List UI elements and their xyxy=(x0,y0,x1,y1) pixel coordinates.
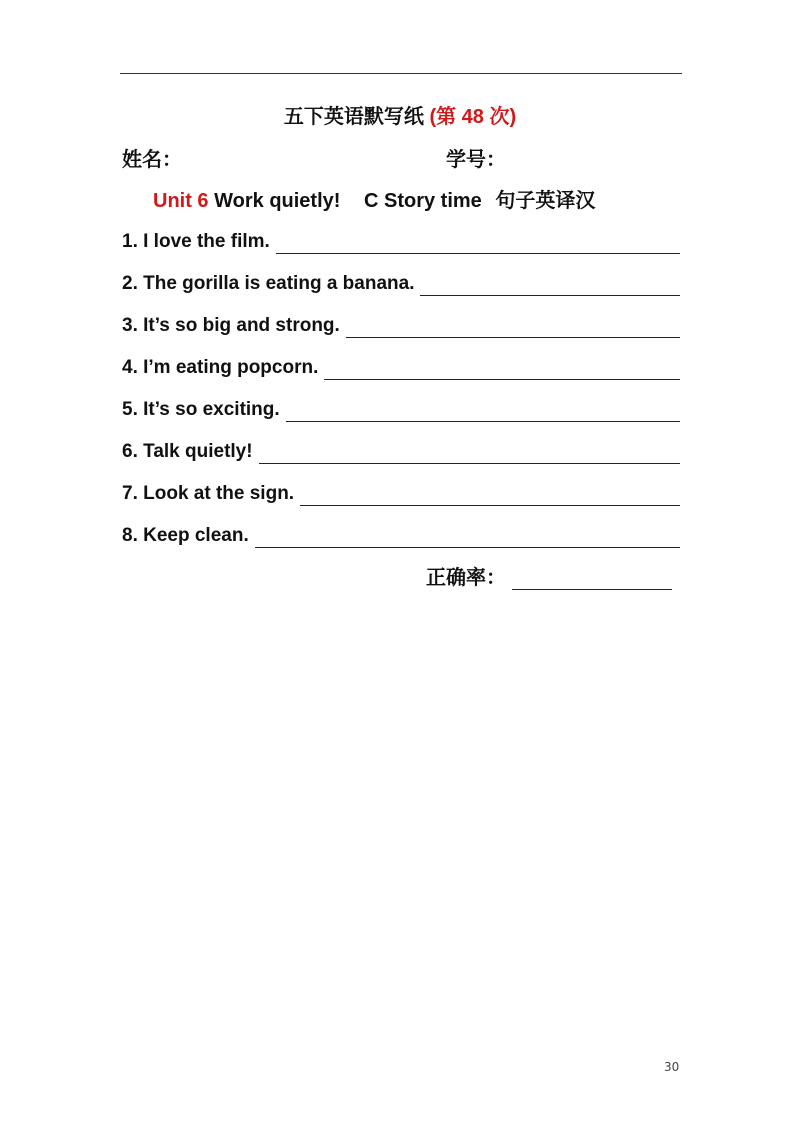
title-main: 五下英语默写纸 xyxy=(283,106,424,128)
question-text: 8. Keep clean. xyxy=(122,525,249,546)
question-6 xyxy=(122,440,680,464)
question-text: 2. The gorilla is eating a banana. xyxy=(122,273,415,294)
accuracy-field xyxy=(426,566,672,590)
unit-label: Unit 6 xyxy=(153,190,209,212)
student-id-field[interactable] xyxy=(446,148,506,172)
answer-line[interactable] xyxy=(420,275,680,296)
accuracy-line[interactable] xyxy=(512,569,672,590)
section-label: C Story time xyxy=(364,190,482,212)
top-divider xyxy=(120,73,682,74)
page-number: 30 xyxy=(664,1060,680,1074)
question-text: 7. Look at the sign. xyxy=(122,483,295,504)
question-5 xyxy=(122,398,680,422)
name-label: 姓名： xyxy=(122,149,182,171)
accuracy-label: 正确率： xyxy=(426,567,506,589)
answer-line[interactable] xyxy=(300,485,680,506)
question-text: 5. It’s so exciting. xyxy=(122,399,280,420)
student-id-label: 学号： xyxy=(446,149,506,171)
question-7 xyxy=(122,482,680,506)
question-1 xyxy=(122,230,680,254)
question-text: 1. I love the film. xyxy=(122,231,270,252)
section-subtitle xyxy=(153,188,595,214)
answer-line[interactable] xyxy=(276,233,680,254)
answer-line[interactable] xyxy=(259,443,680,464)
unit-title: Work quietly! xyxy=(214,190,341,212)
page-title xyxy=(0,104,800,130)
question-4 xyxy=(122,356,680,380)
name-field[interactable] xyxy=(122,148,182,172)
answer-line[interactable] xyxy=(286,401,680,422)
question-8 xyxy=(122,524,680,548)
question-text: 6. Talk quietly! xyxy=(122,441,253,462)
question-text: 3. It’s so big and strong. xyxy=(122,315,340,336)
question-text: 4. I’m eating popcorn. xyxy=(122,357,319,378)
title-count: (第 48 次) xyxy=(429,106,517,128)
question-2 xyxy=(122,272,680,296)
question-3 xyxy=(122,314,680,338)
answer-line[interactable] xyxy=(346,317,680,338)
task-label: 句子英译汉 xyxy=(495,190,596,212)
answer-line[interactable] xyxy=(324,359,680,380)
answer-line[interactable] xyxy=(255,527,680,548)
